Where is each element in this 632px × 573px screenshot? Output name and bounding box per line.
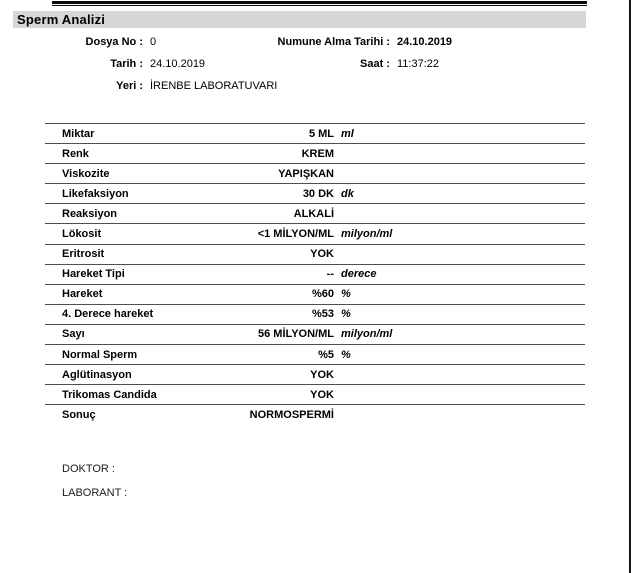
table-row: [45, 324, 585, 344]
dosya-no-label: Dosya No :: [85, 36, 143, 48]
row-value: %60: [311, 288, 334, 301]
numune-alma-tarihi-value: 24.10.2019: [397, 36, 453, 48]
header-row-2: [0, 58, 632, 70]
row-label: Hareket Tipi: [62, 268, 125, 281]
saat-value: 11:37:22: [397, 58, 440, 70]
table-row: [45, 264, 585, 284]
row-value: --: [326, 268, 334, 281]
row-unit: milyon/ml: [341, 328, 393, 341]
results-table: [45, 123, 585, 424]
numune-alma-tarihi-label: Numune Alma Tarihi :: [277, 36, 390, 48]
row-label: Sonuç: [62, 408, 96, 421]
row-value: %53: [311, 308, 334, 321]
row-unit: derece: [341, 268, 377, 281]
table-row: [45, 244, 585, 264]
row-label: Hareket: [62, 288, 103, 301]
table-row: [45, 223, 585, 243]
tarih-label: Tarih :: [110, 58, 143, 70]
row-unit: dk: [341, 187, 354, 200]
row-value: %5: [318, 348, 334, 361]
row-value: KREM: [301, 147, 334, 160]
table-row: [45, 123, 585, 143]
row-label: Sayı: [62, 328, 85, 341]
row-unit: %: [341, 288, 351, 301]
top-rule-thin: [52, 5, 587, 6]
row-label: Miktar: [62, 127, 95, 140]
row-label: Likefaksiyon: [62, 187, 129, 200]
row-label: Normal Sperm: [62, 348, 138, 361]
row-value: ALKALİ: [293, 207, 334, 220]
report-title: Sperm Analizi: [17, 12, 106, 27]
row-label: Viskozite: [62, 167, 110, 180]
table-row: [45, 163, 585, 183]
row-value: <1 MİLYON/ML: [257, 228, 334, 241]
row-label: Aglütinasyon: [62, 368, 132, 381]
row-label: Eritrosit: [62, 248, 105, 261]
row-value: 56 MİLYON/ML: [258, 328, 334, 341]
row-label: Renk: [62, 147, 89, 160]
header-row-1: [0, 36, 632, 48]
table-row: [45, 404, 585, 424]
row-unit: milyon/ml: [341, 228, 393, 241]
table-row: [45, 284, 585, 304]
row-value: 30 DK: [302, 187, 334, 200]
row-value: NORMOSPERMİ: [249, 408, 334, 421]
report-title-bar: [13, 11, 586, 28]
table-row: [45, 143, 585, 163]
row-value: 5 ML: [308, 127, 334, 140]
header-row-3: [0, 80, 632, 92]
yeri-label: Yeri :: [116, 80, 143, 92]
row-label: 4. Derece hareket: [62, 308, 154, 321]
row-value: YAPIŞKAN: [278, 167, 334, 180]
dosya-no-value: 0: [150, 36, 157, 48]
table-row: [45, 183, 585, 203]
table-row: [45, 344, 585, 364]
tarih-value: 24.10.2019: [150, 58, 206, 70]
table-row: [45, 304, 585, 324]
saat-label: Saat :: [360, 58, 390, 70]
doktor-label: DOKTOR :: [62, 463, 115, 475]
yeri-value: İRENBE LABORATUVARI: [150, 80, 278, 92]
top-rule-thick: [52, 1, 587, 4]
laborant-label: LABORANT :: [62, 487, 128, 499]
table-row: [45, 384, 585, 404]
row-value: YOK: [310, 368, 334, 381]
row-unit: ml: [341, 127, 354, 140]
table-row: [45, 203, 585, 223]
row-unit: %: [341, 348, 351, 361]
row-unit: %: [341, 308, 351, 321]
table-row: [45, 364, 585, 384]
row-value: YOK: [310, 248, 334, 261]
row-value: YOK: [310, 388, 334, 401]
row-label: Reaksiyon: [62, 207, 118, 220]
row-label: Trikomas Candida: [62, 388, 157, 401]
row-label: Lökosit: [62, 228, 102, 241]
